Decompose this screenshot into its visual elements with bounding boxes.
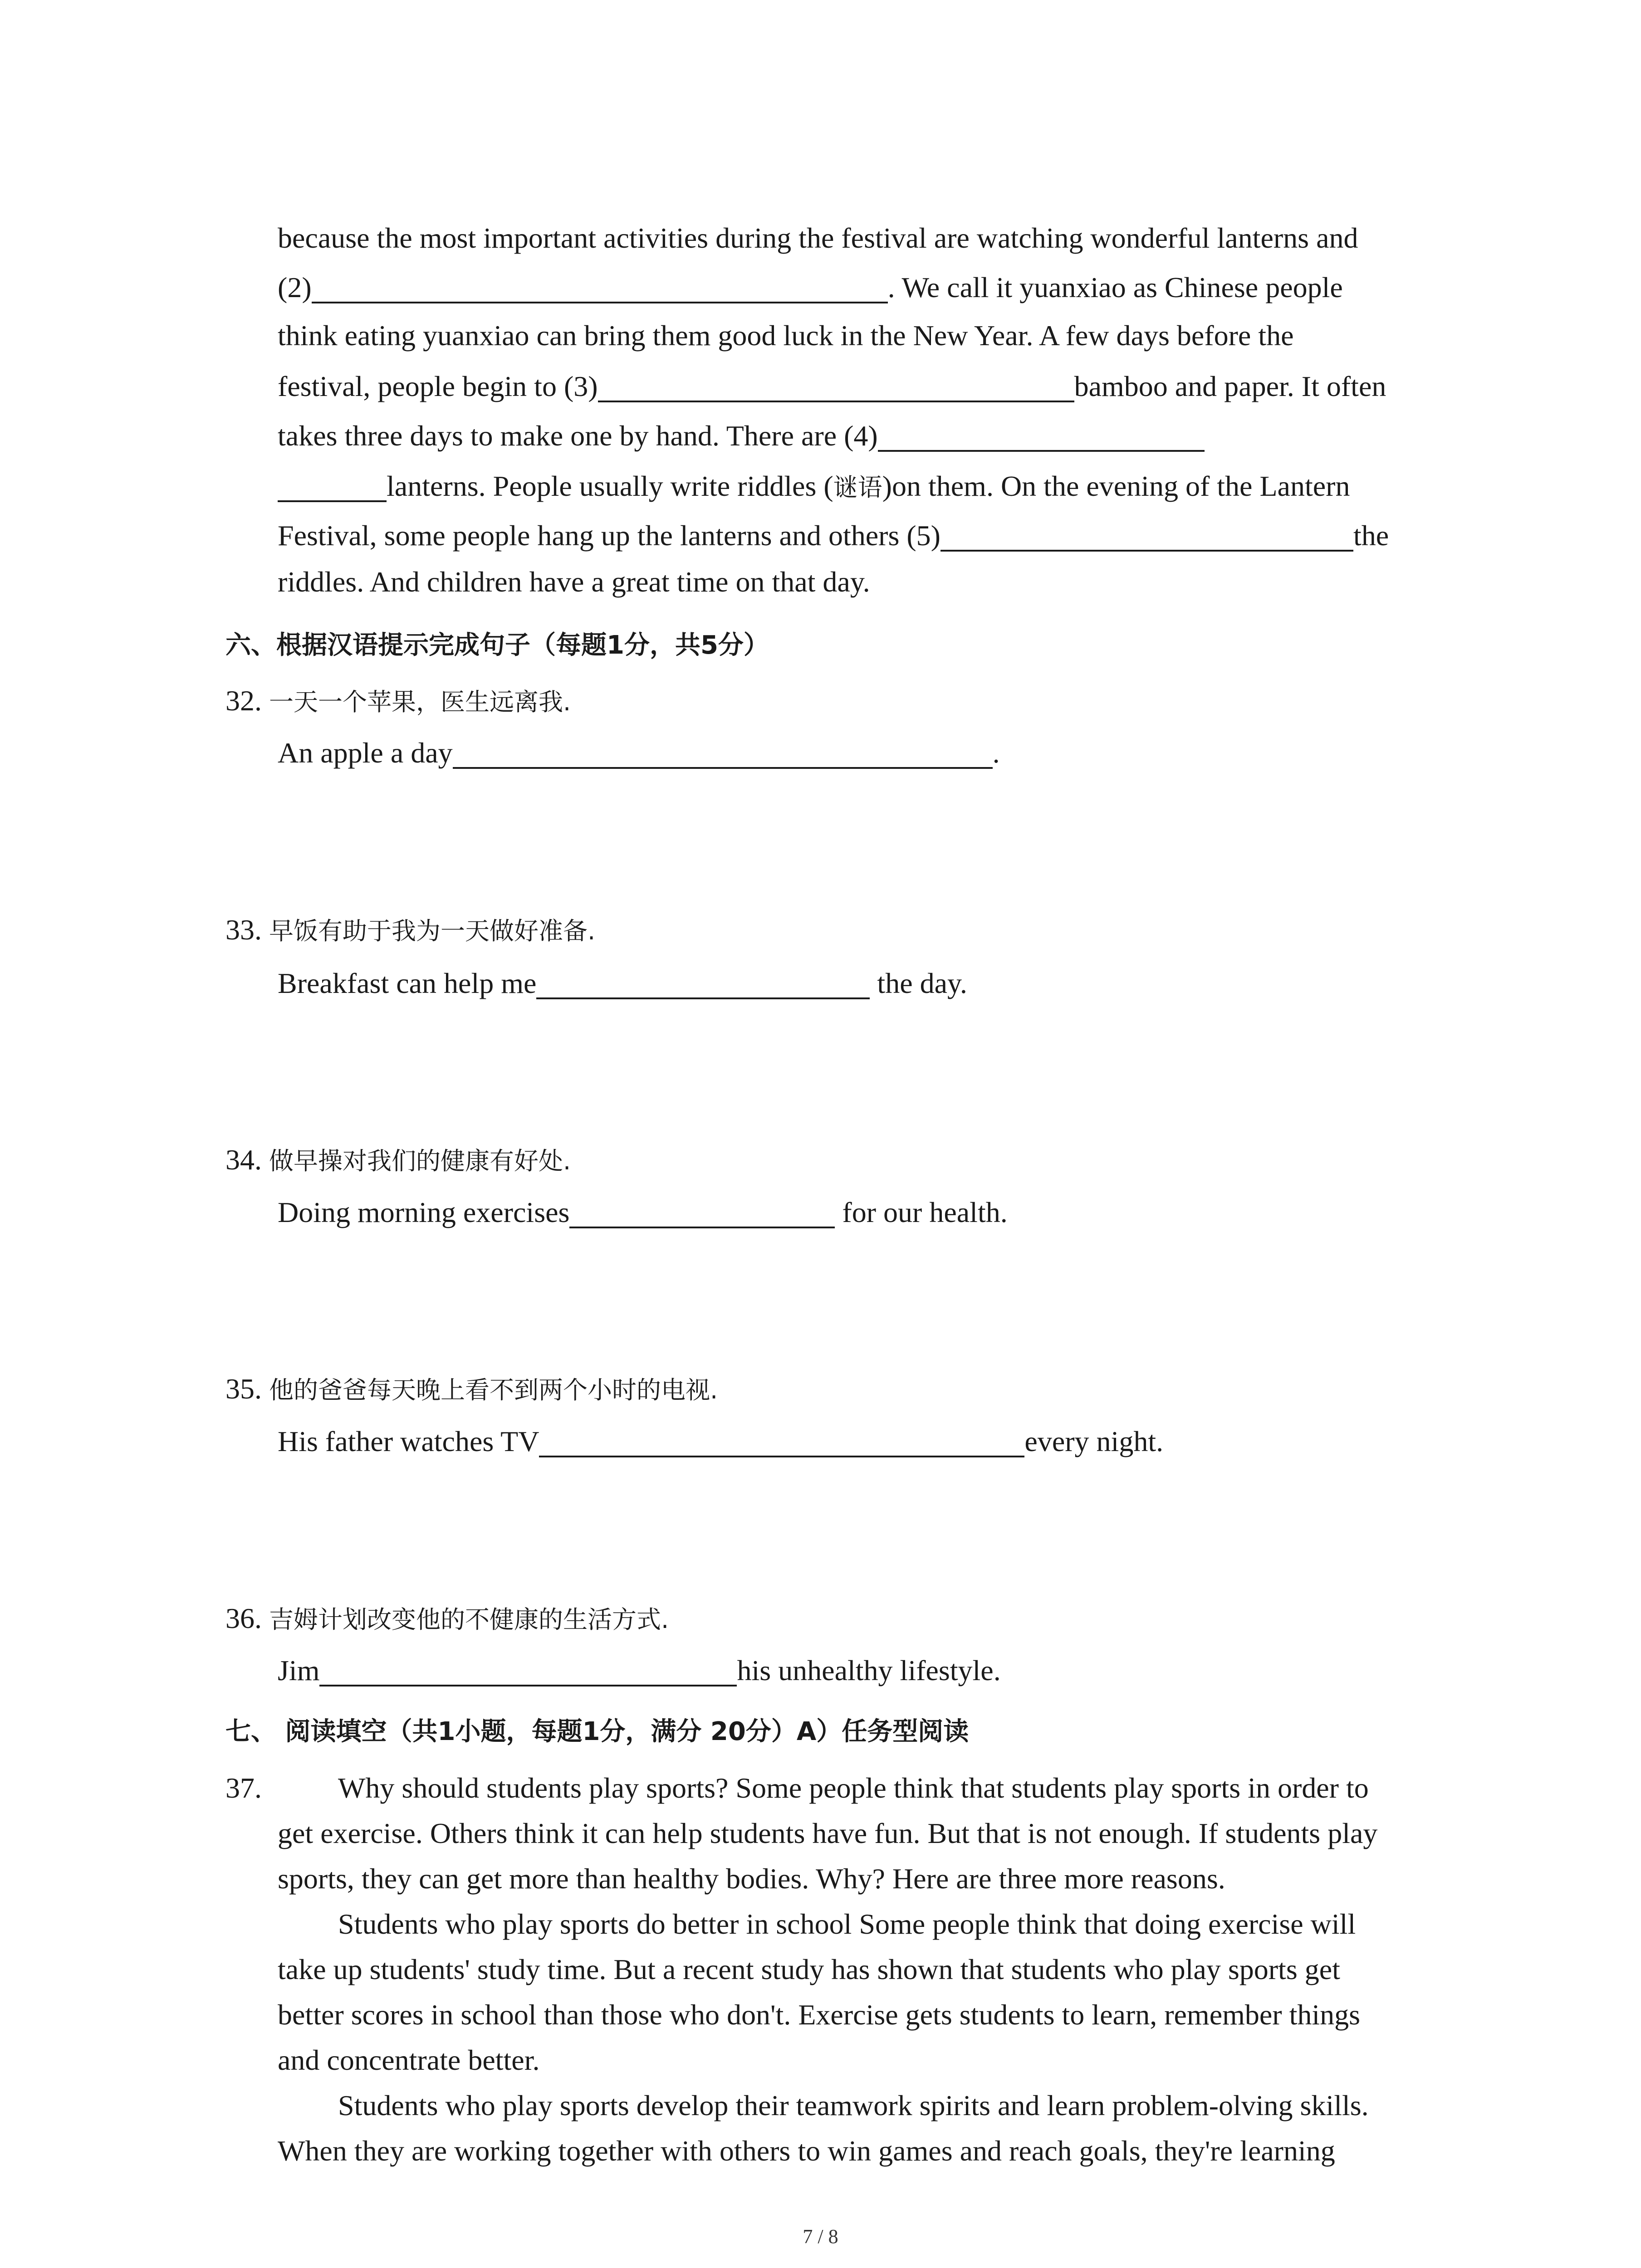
passage-text: Festival, some people hang up the lanterns and others (5) <box>278 519 941 552</box>
reading-line: When they are working together with others to win games and reach goals, they're learning <box>278 2135 1335 2167</box>
answer-suffix: every night. <box>1024 1425 1164 1457</box>
answer-prefix: Breakfast can help me <box>278 967 537 999</box>
question-prompt <box>225 912 595 948</box>
answer-blank-36[interactable] <box>319 1657 737 1686</box>
answer-blank-4[interactable] <box>878 423 1205 452</box>
answer-line <box>278 1423 1163 1460</box>
answer-blank-34[interactable] <box>569 1199 835 1228</box>
question-number: 36. <box>225 1602 262 1634</box>
question-number: 34. <box>225 1144 262 1176</box>
passage-text: . We call it yuanxiao as Chinese people <box>887 271 1343 303</box>
answer-prefix: Jim <box>278 1654 320 1686</box>
question-number: 33. <box>225 914 262 946</box>
reading-line: Students who play sports do better in school Some people think that doing exercise will <box>338 1908 1356 1940</box>
answer-blank-35[interactable] <box>539 1428 1024 1457</box>
answer-blank-2[interactable] <box>312 274 888 303</box>
answer-blank-5[interactable] <box>941 523 1353 552</box>
passage-text: )on them. On the evening of the Lantern <box>882 470 1350 502</box>
answer-suffix: . <box>992 737 1000 769</box>
answer-suffix: for our health. <box>835 1196 1008 1228</box>
passage-cn-text: 谜语 <box>833 473 882 502</box>
passage-line <box>278 368 1386 405</box>
answer-suffix: his unhealthy lifestyle. <box>737 1654 1001 1686</box>
reading-line: get exercise. Others think it can help students have fun. But that is not enough. If students play <box>278 1817 1378 1849</box>
answer-line <box>278 1194 1008 1231</box>
answer-prefix: Doing morning exercises <box>278 1196 570 1228</box>
chinese-prompt: 一天一个苹果，医生远离我. <box>269 688 571 716</box>
answer-line <box>278 735 1000 771</box>
section-heading: 七、 阅读填空（共1小题，每题1分，满分 20分）A）任务型阅读 <box>225 1717 969 1746</box>
chinese-prompt: 他的爸爸每天晚上看不到两个小时的电视. <box>269 1376 718 1404</box>
answer-prefix: His father watches TV <box>278 1425 539 1457</box>
reading-line: sports, they can get more than healthy bodies. Why? Here are three more reasons. <box>278 1862 1225 1895</box>
answer-blank-32[interactable] <box>453 740 993 769</box>
passage-line <box>278 468 1350 504</box>
answer-line <box>278 965 967 1002</box>
passage-line <box>278 418 1205 454</box>
passage-text: takes three days to make one by hand. There are (4) <box>278 420 878 452</box>
question-number: 37. <box>225 1772 262 1804</box>
reading-line: Why should students play sports? Some people think that students play sports in order to <box>338 1772 1369 1804</box>
reading-line: Students who play sports develop their teamwork spirits and learn problem-olving skills. <box>338 2089 1369 2121</box>
passage-line: think eating yuanxiao can bring them good luck in the New Year. A few days before the <box>278 319 1294 352</box>
chinese-prompt: 吉姆计划改变他的不健康的生活方式. <box>269 1605 669 1634</box>
question-prompt <box>225 1600 669 1637</box>
chinese-prompt: 做早操对我们的健康有好处. <box>269 1147 571 1175</box>
question-prompt <box>225 1371 718 1407</box>
question-number: 35. <box>225 1373 262 1405</box>
answer-blank-4-cont[interactable] <box>278 473 387 502</box>
question-prompt <box>225 683 571 719</box>
question-prompt <box>225 1142 571 1178</box>
blank-number: (2) <box>278 271 312 303</box>
passage-line: riddles. And children have a great time on that day. <box>278 566 870 598</box>
passage-text: bamboo and paper. It often <box>1074 370 1386 402</box>
passage-line <box>278 269 1343 306</box>
answer-blank-33[interactable] <box>536 970 870 999</box>
answer-blank-3[interactable] <box>598 373 1074 402</box>
passage-text: festival, people begin to (3) <box>278 370 598 402</box>
passage-text: lanterns. People usually write riddles ( <box>387 470 833 502</box>
reading-line: better scores in school than those who don't. Exercise gets students to learn, remember things <box>278 1999 1361 2031</box>
answer-prefix: An apple a day <box>278 737 453 769</box>
passage-line: because the most important activities during the festival are watching wonderful lanterns and <box>278 222 1358 254</box>
answer-line <box>278 1652 1001 1689</box>
passage-text: the <box>1353 519 1389 552</box>
answer-suffix: the day. <box>870 967 967 999</box>
chinese-prompt: 早饭有助于我为一天做好准备. <box>269 917 596 945</box>
reading-line: and concentrate better. <box>278 2044 540 2076</box>
section-heading: 六、根据汉语提示完成句子（每题1分，共5分） <box>225 631 769 660</box>
question-number: 32. <box>225 684 262 717</box>
passage-line <box>278 518 1389 554</box>
reading-line: take up students' study time. But a recent study has shown that students who play sports get <box>278 1953 1340 1985</box>
page-number: 7 / 8 <box>803 2225 838 2248</box>
